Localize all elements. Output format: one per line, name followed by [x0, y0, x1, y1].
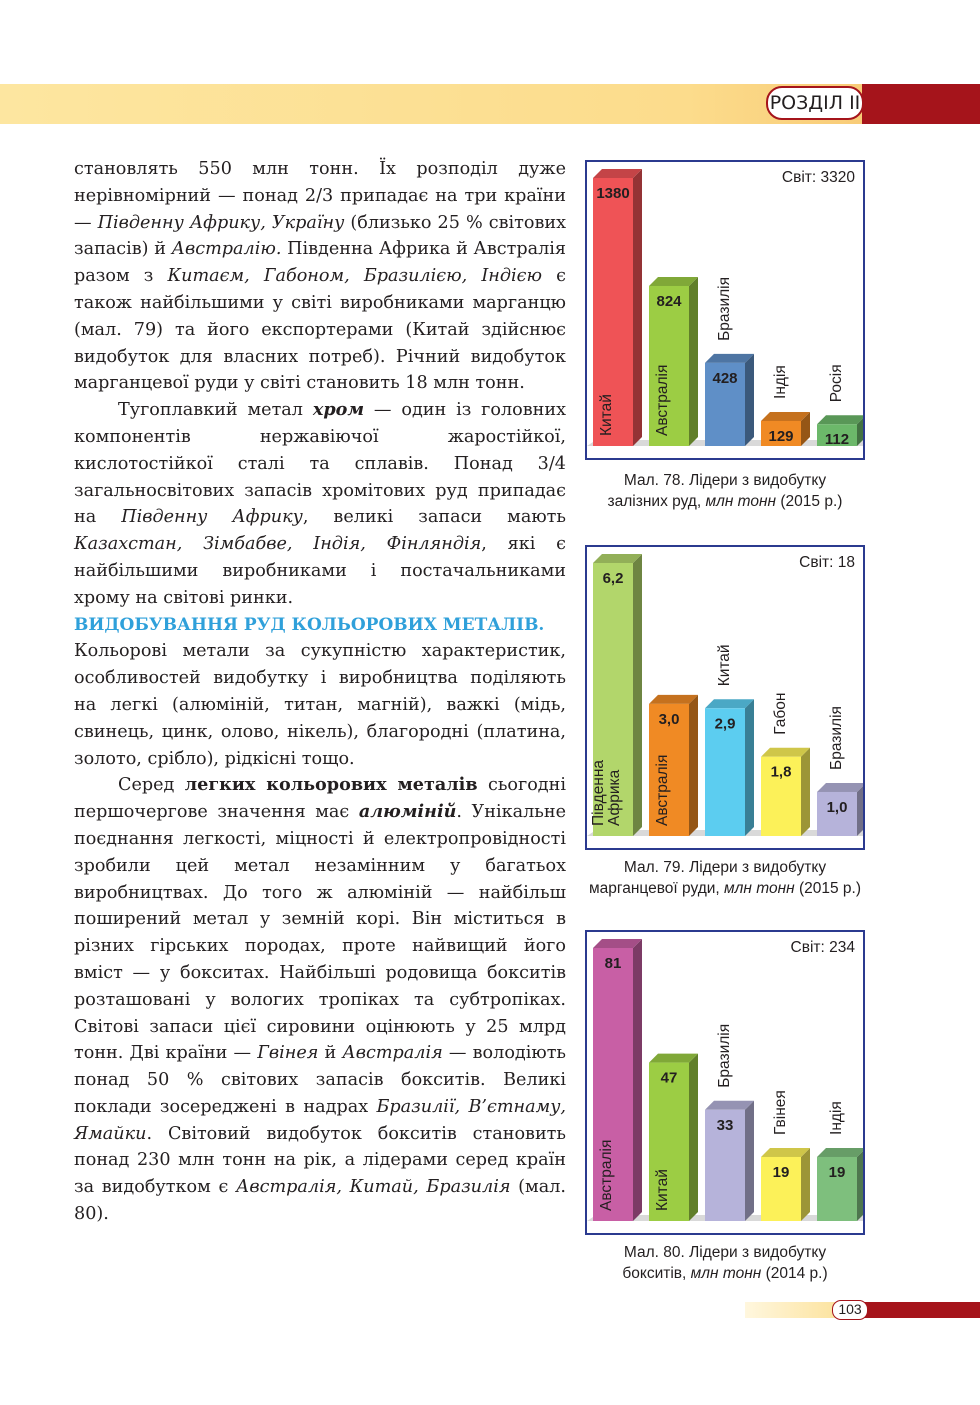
bar-category-label: Росія	[828, 364, 845, 403]
caption-iron-ore-unit: млн тонн	[705, 493, 777, 510]
footer-band-light	[745, 1302, 843, 1318]
page-number: 103	[832, 1300, 868, 1320]
bar-side	[801, 1148, 810, 1221]
bar-value-label: 824	[656, 292, 682, 310]
bar-side	[633, 939, 642, 1221]
bar-value-label: 47	[660, 1069, 678, 1087]
bar-group	[705, 644, 754, 836]
bar-side	[857, 1148, 863, 1221]
caption-iron-ore	[575, 470, 875, 512]
text-run: легких кольорових металів	[184, 774, 478, 796]
bar-category-label: Австралія	[654, 754, 671, 826]
bar-category-label: Габон	[772, 692, 789, 735]
world-total-label: Світ: 18	[799, 554, 855, 571]
text-run: Австралія, Китай, Бразилія	[236, 1177, 511, 1198]
bar-category-label: Китай	[716, 644, 733, 687]
paragraph-chromium	[74, 397, 566, 611]
bar-value-label: 6,2	[602, 570, 624, 587]
bar-group	[649, 695, 698, 836]
bar-side	[745, 354, 754, 446]
bar-group	[705, 1024, 754, 1221]
text-run: хром	[312, 399, 365, 421]
caption-manganese-title: Мал. 79. Лідери з видобутку	[623, 859, 827, 876]
bar-group	[649, 1054, 698, 1221]
caption-manganese-pre: марганцевої руди,	[589, 880, 725, 897]
bar-group	[817, 364, 863, 448]
bar-category-label: Індія	[828, 1101, 845, 1135]
text-run: є також найбільшими у світі виробниками марганцю (мал. 79) та його експортерами (Китай здійснює видобуток для власних потреб). Річний видобуток марганцевої руди у світі становить 18 млн тонн.	[74, 266, 567, 394]
caption-bauxite-unit: млн тонн	[690, 1265, 762, 1282]
chart-manganese	[585, 545, 865, 850]
section-label: РОЗДІЛ ІІ	[766, 86, 864, 120]
caption-manganese-post: (2015 р.)	[794, 880, 861, 897]
text-run: . Унікальне поєднання легкості, міцності й електропровідності зробили цей метал незамінним у багатьох виробництвах. До того ж алюміній — найбільш поширений метал у земній корі. Він міститься в різних гірських породах, проте найвищий його вміст — у бокситах. Найбільші родовища бокситів розташовані у вологих тропіках та субтропіках. Світові запаси цієї сировини оцінюють у 25 млрд тонн. Дві країни —	[74, 802, 566, 1064]
text-run: алюміній	[358, 801, 457, 823]
bar-value-label: 2,9	[714, 715, 736, 733]
caption-bauxite-title: Мал. 80. Лідери з видобутку	[623, 1244, 827, 1261]
bar-group	[593, 939, 642, 1221]
text-run: Гвінея	[257, 1043, 319, 1064]
bar-side	[689, 1054, 698, 1221]
bar-value-label: 3,0	[658, 710, 680, 728]
paragraph-nonferrous	[74, 638, 566, 772]
caption-bauxite	[575, 1242, 875, 1284]
bar-group	[705, 277, 754, 446]
text-run: — один із головних компонентів нержавіючої жаростійкої, кислотостійкої сталі та сплавів. Понад 3/4 загальносвітових запасів хромітових руд припадає на	[74, 400, 566, 528]
caption-iron-ore-post: (2015 р.)	[776, 493, 843, 510]
bar-category-label: Африка	[606, 769, 623, 826]
bar-side	[689, 695, 698, 836]
caption-iron-ore-title: Мал. 78. Лідери з видобутку	[623, 472, 827, 489]
bar-category-label: Гвінея	[772, 1090, 789, 1135]
caption-manganese-unit: млн тонн	[724, 880, 795, 897]
text-run: , які є найбільшими виробниками і постачальниками хрому на світові ринки.	[74, 534, 566, 608]
bar-value-label: 428	[712, 369, 738, 387]
chart-bauxite	[585, 930, 865, 1235]
bar-category-label: Австралія	[654, 364, 671, 436]
caption-bauxite-pre: бокситів,	[622, 1265, 691, 1282]
bar-category-label: Бразилія	[716, 1023, 733, 1088]
text-run: сьогодні першочергове значення має	[74, 775, 566, 823]
bar-group	[761, 1090, 810, 1221]
bar-value-label: 81	[604, 955, 622, 972]
text-run: й	[318, 1043, 343, 1064]
bar-side	[801, 748, 810, 836]
text-run: Китаєм, Габоном, Бразилією, Індією	[167, 266, 542, 287]
bar-top	[817, 1148, 863, 1157]
caption-iron-ore-pre: залізних руд,	[607, 493, 706, 510]
paragraph-aluminium	[74, 772, 566, 1228]
bar-group	[590, 554, 642, 836]
bar-side	[745, 1101, 754, 1221]
caption-bauxite-post: (2014 р.)	[761, 1265, 828, 1282]
chart-manganese-plot	[587, 547, 863, 848]
footer-band-dark	[863, 1302, 980, 1318]
bar-value-label: 1380	[596, 185, 630, 202]
bar-side	[633, 554, 642, 836]
text-run: Тугоплавкий метал	[118, 400, 313, 421]
bar-top	[817, 783, 863, 792]
bar-group	[761, 693, 810, 836]
bar-group	[817, 1101, 863, 1221]
bar-category-label: Південна	[590, 759, 607, 826]
text-run: Австралія	[342, 1043, 443, 1064]
body-text	[74, 156, 566, 1228]
bar-value-label: 129	[768, 427, 794, 445]
text-run: Південна Африка й Австралія разом з	[74, 239, 566, 287]
bar-group	[817, 706, 863, 836]
bar-value-label: 19	[828, 1163, 846, 1181]
bar-side	[633, 169, 642, 446]
bar-category-label: Бразилія	[828, 706, 845, 770]
section-heading: ВИДОБУВАННЯ РУД КОЛЬОРОВИХ МЕТАЛІВ.	[74, 614, 545, 635]
text-run: Серед	[118, 775, 185, 796]
paragraph-1	[74, 156, 566, 397]
bar-side	[745, 699, 754, 836]
text-run: (близько 25 % світових запасів) й	[74, 212, 567, 260]
text-run: Південну Африку, Україну	[97, 212, 345, 233]
bar-value-label: 33	[716, 1116, 734, 1134]
bar-category-label: Індія	[772, 365, 789, 399]
bar-top	[817, 415, 863, 424]
text-run: , великі запаси мають	[302, 507, 566, 528]
world-total-label: Світ: 3320	[781, 169, 855, 186]
text-run: становлять 550 млн тонн. Їх розподіл дуже нерівномірний — понад 2/3 припадає на три країни —	[74, 159, 566, 233]
world-total-label: Світ: 234	[790, 939, 855, 956]
bar-side	[689, 277, 698, 446]
bar-category-label: Бразилія	[716, 276, 733, 341]
bar-category-label: Австралія	[598, 1139, 615, 1211]
text-run: Казахстан, Зімбабве, Індія, Фінляндія	[74, 534, 482, 555]
caption-manganese	[575, 857, 875, 899]
bar-group	[593, 169, 642, 446]
bar-category-label: Китай	[598, 394, 615, 436]
bar-value-label: 112	[824, 431, 850, 449]
text-run: Бразилії, В’єтнаму, Ямайки	[74, 1096, 566, 1144]
chart-bauxite-plot	[587, 932, 863, 1233]
text-run: . Світовий видобуток бокситів становить понад 230 млн тонн на рік, а лідерами серед країн за видобутком є	[74, 1123, 566, 1198]
bar-value-label: 1,0	[826, 798, 848, 816]
bar-group	[649, 277, 698, 446]
bar-value-label: 19	[772, 1163, 790, 1181]
text-run: Кольорові метали за сукупністю характеристик, особливостей видобутку і виробництва поділяють на легкі (алюміній, титан, магній), важкі (мідь, свинець, цинк, олово, нікель), благородні (платина, золото, срібло), рідкісні тощо.	[74, 641, 566, 769]
bar-group	[761, 365, 810, 446]
text-run: — володіють понад 50 % світових запасів бокситів. Великі поклади зосереджені в надрах	[74, 1043, 567, 1117]
text-run: Австралію.	[171, 239, 282, 260]
text-run: Південну Африку	[121, 507, 303, 528]
bar-value-label: 1,8	[770, 763, 792, 781]
chart-iron-ore	[585, 160, 865, 460]
chart-iron-ore-plot	[587, 162, 863, 458]
text-run: (мал. 80).	[74, 1177, 566, 1225]
bar-category-label: Китай	[654, 1169, 671, 1211]
header-band-accent	[862, 84, 980, 124]
